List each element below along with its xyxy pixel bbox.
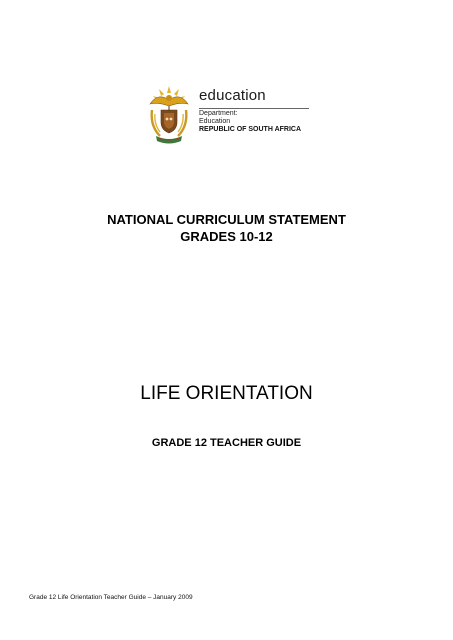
page-footer: Grade 12 Life Orientation Teacher Guide – January 2009: [29, 594, 193, 601]
logo-department-label: Department:: [199, 110, 238, 117]
coat-of-arms-icon: [146, 84, 192, 146]
logo-divider: [199, 108, 309, 109]
subject-title: LIFE ORIENTATION: [140, 383, 313, 404]
curriculum-heading: [0, 211, 453, 245]
curriculum-heading-line2: GRADES 10-12: [180, 229, 273, 244]
logo-country: REPUBLIC OF SOUTH AFRICA: [199, 126, 302, 133]
logo-wordmark: education: [199, 87, 266, 104]
curriculum-heading-line1: NATIONAL CURRICULUM STATEMENT: [107, 212, 346, 227]
logo-department-name: Education: [199, 118, 231, 125]
department-logo: [146, 84, 311, 146]
guide-title: GRADE 12 TEACHER GUIDE: [151, 437, 302, 449]
